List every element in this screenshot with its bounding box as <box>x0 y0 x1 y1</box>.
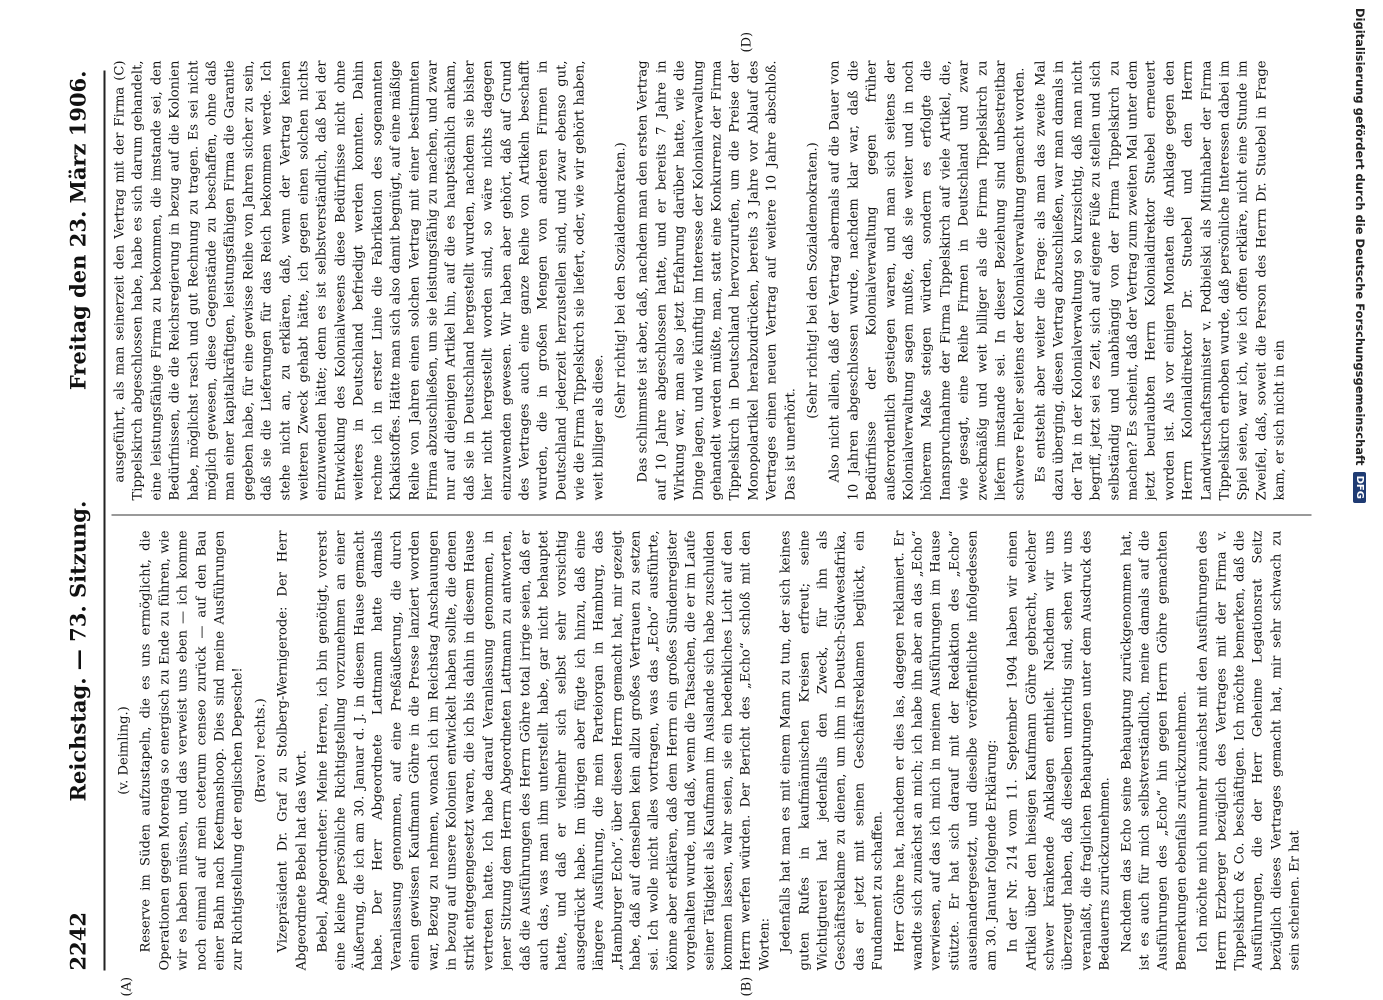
credit-text: Digitalisierung gefördert durch die Deutsche Forschungsgemeinschaft <box>1353 8 1367 466</box>
margin-marker-d: (D) <box>739 31 755 53</box>
interjection: (Sehr richtig! bei den Sozialdemokraten.) <box>613 142 629 419</box>
paragraph: Also nicht allein, daß der Vertrag abermals auf die Dauer von 10 Jahren abgeschlossen wurde, nachdem klar war, daß die Bedürfnisse der Kolonialverwaltung gegen früher außerordentlich gestiegen waren, und man sich seitens der Kolonialverwaltung sagen mußte, daß sie weiter und in noch höherem Maße steigen würden, sondern es erfolgte die Inanspruchnahme der Firma Tippelskirch auf viele Artikel, die, wie gesagt, eine Reihe Firmen in Deutschland und zwar zweckmäßig und weit billiger als die Firma Tippelskirch zu liefern imstande sei. In dieser Beziehung sind unbestreitbar schwere Fehler seitens der Kolonialverwaltung gemacht worden. <box>827 60 1027 501</box>
paragraph: Vizepräsident Dr. Graf zu Stolberg-Wernigerode: Der Herr Abgeordnete Bebel hat das Wort. <box>275 530 310 971</box>
margin-marker-b: (B) <box>739 976 755 997</box>
paragraph: Nachdem das Echo seine Behauptung zurückgenommen hat, ist es auch für mich selbstverständlich, meine damals auf die Ausführungen des „Echo“ hin gegen Herrn Göhre gemachten Bemerkungen ebenfalls zurückzunehmen. <box>1119 530 1190 971</box>
paragraph: Ich möchte mich nunmehr zunächst mit den Ausführungen des Herrn Erzberger bezüglich des Vertrages mit der Firma v. Tippelskirch & Co. beschäftigen. Ich möchte bemerken, daß die Ausführungen, die der Herr Geheime Legationsrat Seitz bezüglich dieses Vertrages gemacht hat, mir sehr schwach zu sein scheinen. Er hat <box>1195 530 1303 971</box>
margin-marker-a: (A) <box>119 976 135 997</box>
header-rule <box>104 71 106 971</box>
paragraph: Herr Göhre hat, nachdem er dies las, dagegen reklamiert. Er wandte sich zunächst an mich; ich habe ihn aber an das „Echo“ verwiesen, auf das ich mich in meinen Ausführungen im Hause stützte. Er hat sich darauf mit der Redaktion des „Echo“ auseinandergesetzt, und dieselbe veröffentlichte infolgedessen am 30. Januar folgende Erklärung: <box>892 530 1000 971</box>
dfg-logo: DFG <box>1354 472 1367 503</box>
paragraph: Das schlimmste ist aber, daß, nachdem man den ersten Vertrag auf 10 Jahre abgeschlossen hatte, und er bereits 7 Jahre in Wirkung war, man also jetzt Erfahrung darüber hatte, wie die Dinge lagen, und wie künftig im Interesse der Kolonialverwaltung gehandelt werden müßte, man, statt eine Konkurrenz der Firma Tippelskirch in Deutschland hervorzurufen, um die Preise der Monopolartikel herabzudrücken, bereits 3 Jahre vor Ablauf des Vertrages einen neuen Vertrag auf weitere 10 Jahre abschloß. Das ist unerhört. <box>635 60 799 501</box>
left-column <box>112 531 1312 971</box>
session-date: Freitag den 23. März 1906. <box>65 70 90 391</box>
paragraph: Bebel, Abgeordneter: Meine Herren, ich bin genötigt, vorerst eine kleine persönliche Richtigstellung vorzunehmen an einer Äußerung, die ich am 30. Januar d. J. in diesem Hause gemacht habe. Der Herr Abgeordnete Lattmann hatte damals Veranlassung genommen, auf eine Preßäußerung, die durch einen gewissen Kaufmann Göhre in die Presse lanziert worden war, Bezug zu nehmen, wonach ich im Reichstag Anschauungen in bezug auf unsere Kolonien entwickelt haben sollte, die denen strikt entgegengesetzt waren, die ich bis dahin in diesem Hause vertreten hatte. Ich habe darauf Veranlassung genommen, in jener Sitzung dem Herrn Abgeordneten Lattmann zu antworten, daß die Ausführungen des Herrn Göhre total irrige seien, daß er auch das, was man ihm unterstellt habe, gar nicht behauptet hatte, und daß er vielmehr sich selbst sehr vorsichtig ausgedrückt habe. Im übrigen aber fügte ich hinzu, daß eine längere Ausführung, die mein Parteiorgan in Hamburg, das „Hamburger Echo“, über diesen Herrn gemacht hat, mir gezeigt habe, daß auf denselben kein allzu großes Vertrauen zu setzen sei. Ich wolle nicht alles vortragen, was das „Echo“ ausführte, könne aber erklären, daß dem Herrn ein großes Sündenregister vorgehalten wurde, und daß, wenn die Tatsachen, die er im Laufe seiner Tätigkeit als Kaufmann im Auslande sich habe zuschulden kommen lassen, wahr seien, sie ein bedenkliches Licht auf den Herrn werfen würden. Der Bericht des „Echo“ schloß mit den Worten: <box>315 530 773 971</box>
page-header <box>58 71 98 971</box>
speaker-reference: (v. Deimling.) <box>116 706 132 795</box>
interjection: (Bravo! rechts.) <box>253 698 269 803</box>
paragraph: Reserve im Süden aufzustapeln, die es uns ermöglicht, die Operationen gegen Morenga so energisch zu Ende zu führen, wie wir es haben müssen, und das verweist uns eben — ich komme noch einmal auf mein ceterum censeo zurück — auf den Bau einer Bahn nach Keetmanshoop. Dies sind meine Ausführungen zur Richtigstellung der englischen Depesche! <box>138 530 246 971</box>
right-column <box>112 61 1312 501</box>
session-title: Reichstag. — 73. Sitzung. <box>65 500 90 802</box>
page-number: 2242 <box>65 912 90 971</box>
column-divider <box>112 515 1312 516</box>
paragraph: In der Nr. 214 vom 11. September 1904 haben wir einen Artikel über den hiesigen Kaufmann Göhre gebracht, welcher schwer kränkende Anklagen enthielt. Nachdem wir uns überzeugt haben, daß dieselben unrichtig sind, sehen wir uns veranlaßt, die fraglichen Behauptungen unter dem Ausdruck des Bedauerns zurückzunehmen. <box>1005 530 1113 971</box>
interjection: (Sehr richtig! bei den Sozialdemokraten.) <box>805 142 821 419</box>
digitization-credit <box>1351 8 1377 768</box>
paragraph: ausgeführt, als man seinerzeit den Vertrag mit der Firma (C) Tippelskirch abgeschlossen habe, habe es sich darum gehandelt, eine leistungsfähige Firma zu bekommen, die imstande sei, den Bedürfnissen, die die Reichsregierung in bezug auf die Kolonien habe, möglichst rasch und gut Rechnung zu tragen. Es sei nicht möglich gewesen, diese Gegenstände zu beschaffen, ohne daß man einer kapitalkräftigen, leistungsfähigen Firma die Garantie gegeben habe, für eine gewisse Reihe von Jahren sicher zu sein, daß sie die Lieferungen für das Reich bekommen werde. Ich stehe nicht an, zu erklären, daß, wenn der Vertrag keinen weiteren Zweck gehabt hätte, ich gegen einen solchen nichts einzuwenden hätte; denn es ist selbstverständlich, daß bei der Entwicklung des Kolonialwesens diese Bedürfnisse nicht ohne weiteres in Deutschland befriedigt werden konnten. Dahin rechne ich in erster Linie die Fabrikation des sogenannten Khakistoffes. Hätte man sich also damit begnügt, auf eine mäßige Reihe von Jahren einen solchen Vertrag mit einer bestimmten Firma abzuschließen, um sie leistungsfähig zu machen, und zwar nur auf diejenigen Artikel hin, auf die es hauptsächlich ankam, daß sie in Deutschland hergestellt wurden, nachdem sie bisher hier nicht hergestellt worden sind, so wäre nichts dagegen einzuwenden gewesen. Wir haben aber gehört, daß auf Grund des Vertrages auch eine ganze Reihe von Artikeln beschafft wurden, die in großen Mengen von anderen Firmen in Deutschland jederzeit herzustellen sind, und zwar ebenso gut, wie die Firma Tippelskirch sie liefert, oder, wie wir gehört haben, weit billiger als diese. <box>112 60 607 501</box>
newspaper-sheet <box>0 1 1383 1000</box>
paragraph: Es entsteht aber weiter die Frage: als man das zweite Mal dazu überging, diesen Vertrag abzuschließen, war man damals in der Tat in der Kolonialverwaltung so kurzsichtig, daß man nicht begriff, jetzt sei es Zeit, sich auf eigene Füße zu stellen und sich selbständig und unabhängig von der Firma Tippelskirch zu machen? Es scheint, daß der Vertrag zum zweiten Mal unter dem jetzt beurlaubten Herrn Kolonialdirektor Stuebel erneuert worden ist. Als vor einigen Monaten die Anklage gegen den Herrn Kolonialdirektor Dr. Stuebel und den Herrn Landwirtschaftsminister v. Podbielski als Mitinhaber der Firma Tippelskirch erhoben wurde, daß persönliche Interessen dabei im Spiel seien, war ich, wie ich offen erkläre, nicht eine Stunde im Zweifel, daß, soweit die Person des Herrn Dr. Stuebel in Frage kam, er sich nicht in ein <box>1033 60 1288 501</box>
paragraph: Jedenfalls hat man es mit einem Mann zu tun, der sich keines guten Rufes in kaufmännischen Kreisen erfreut; seine Wichtigtuerei hat jedenfalls den Zweck, für ihn als Geschäftsreklame zu dienen, um ihm in Deutsch-Südwestafrika, das er jetzt mit seinen Geschäftsreklamen beglückt, ein Fundament zu schaffen. <box>778 530 886 971</box>
